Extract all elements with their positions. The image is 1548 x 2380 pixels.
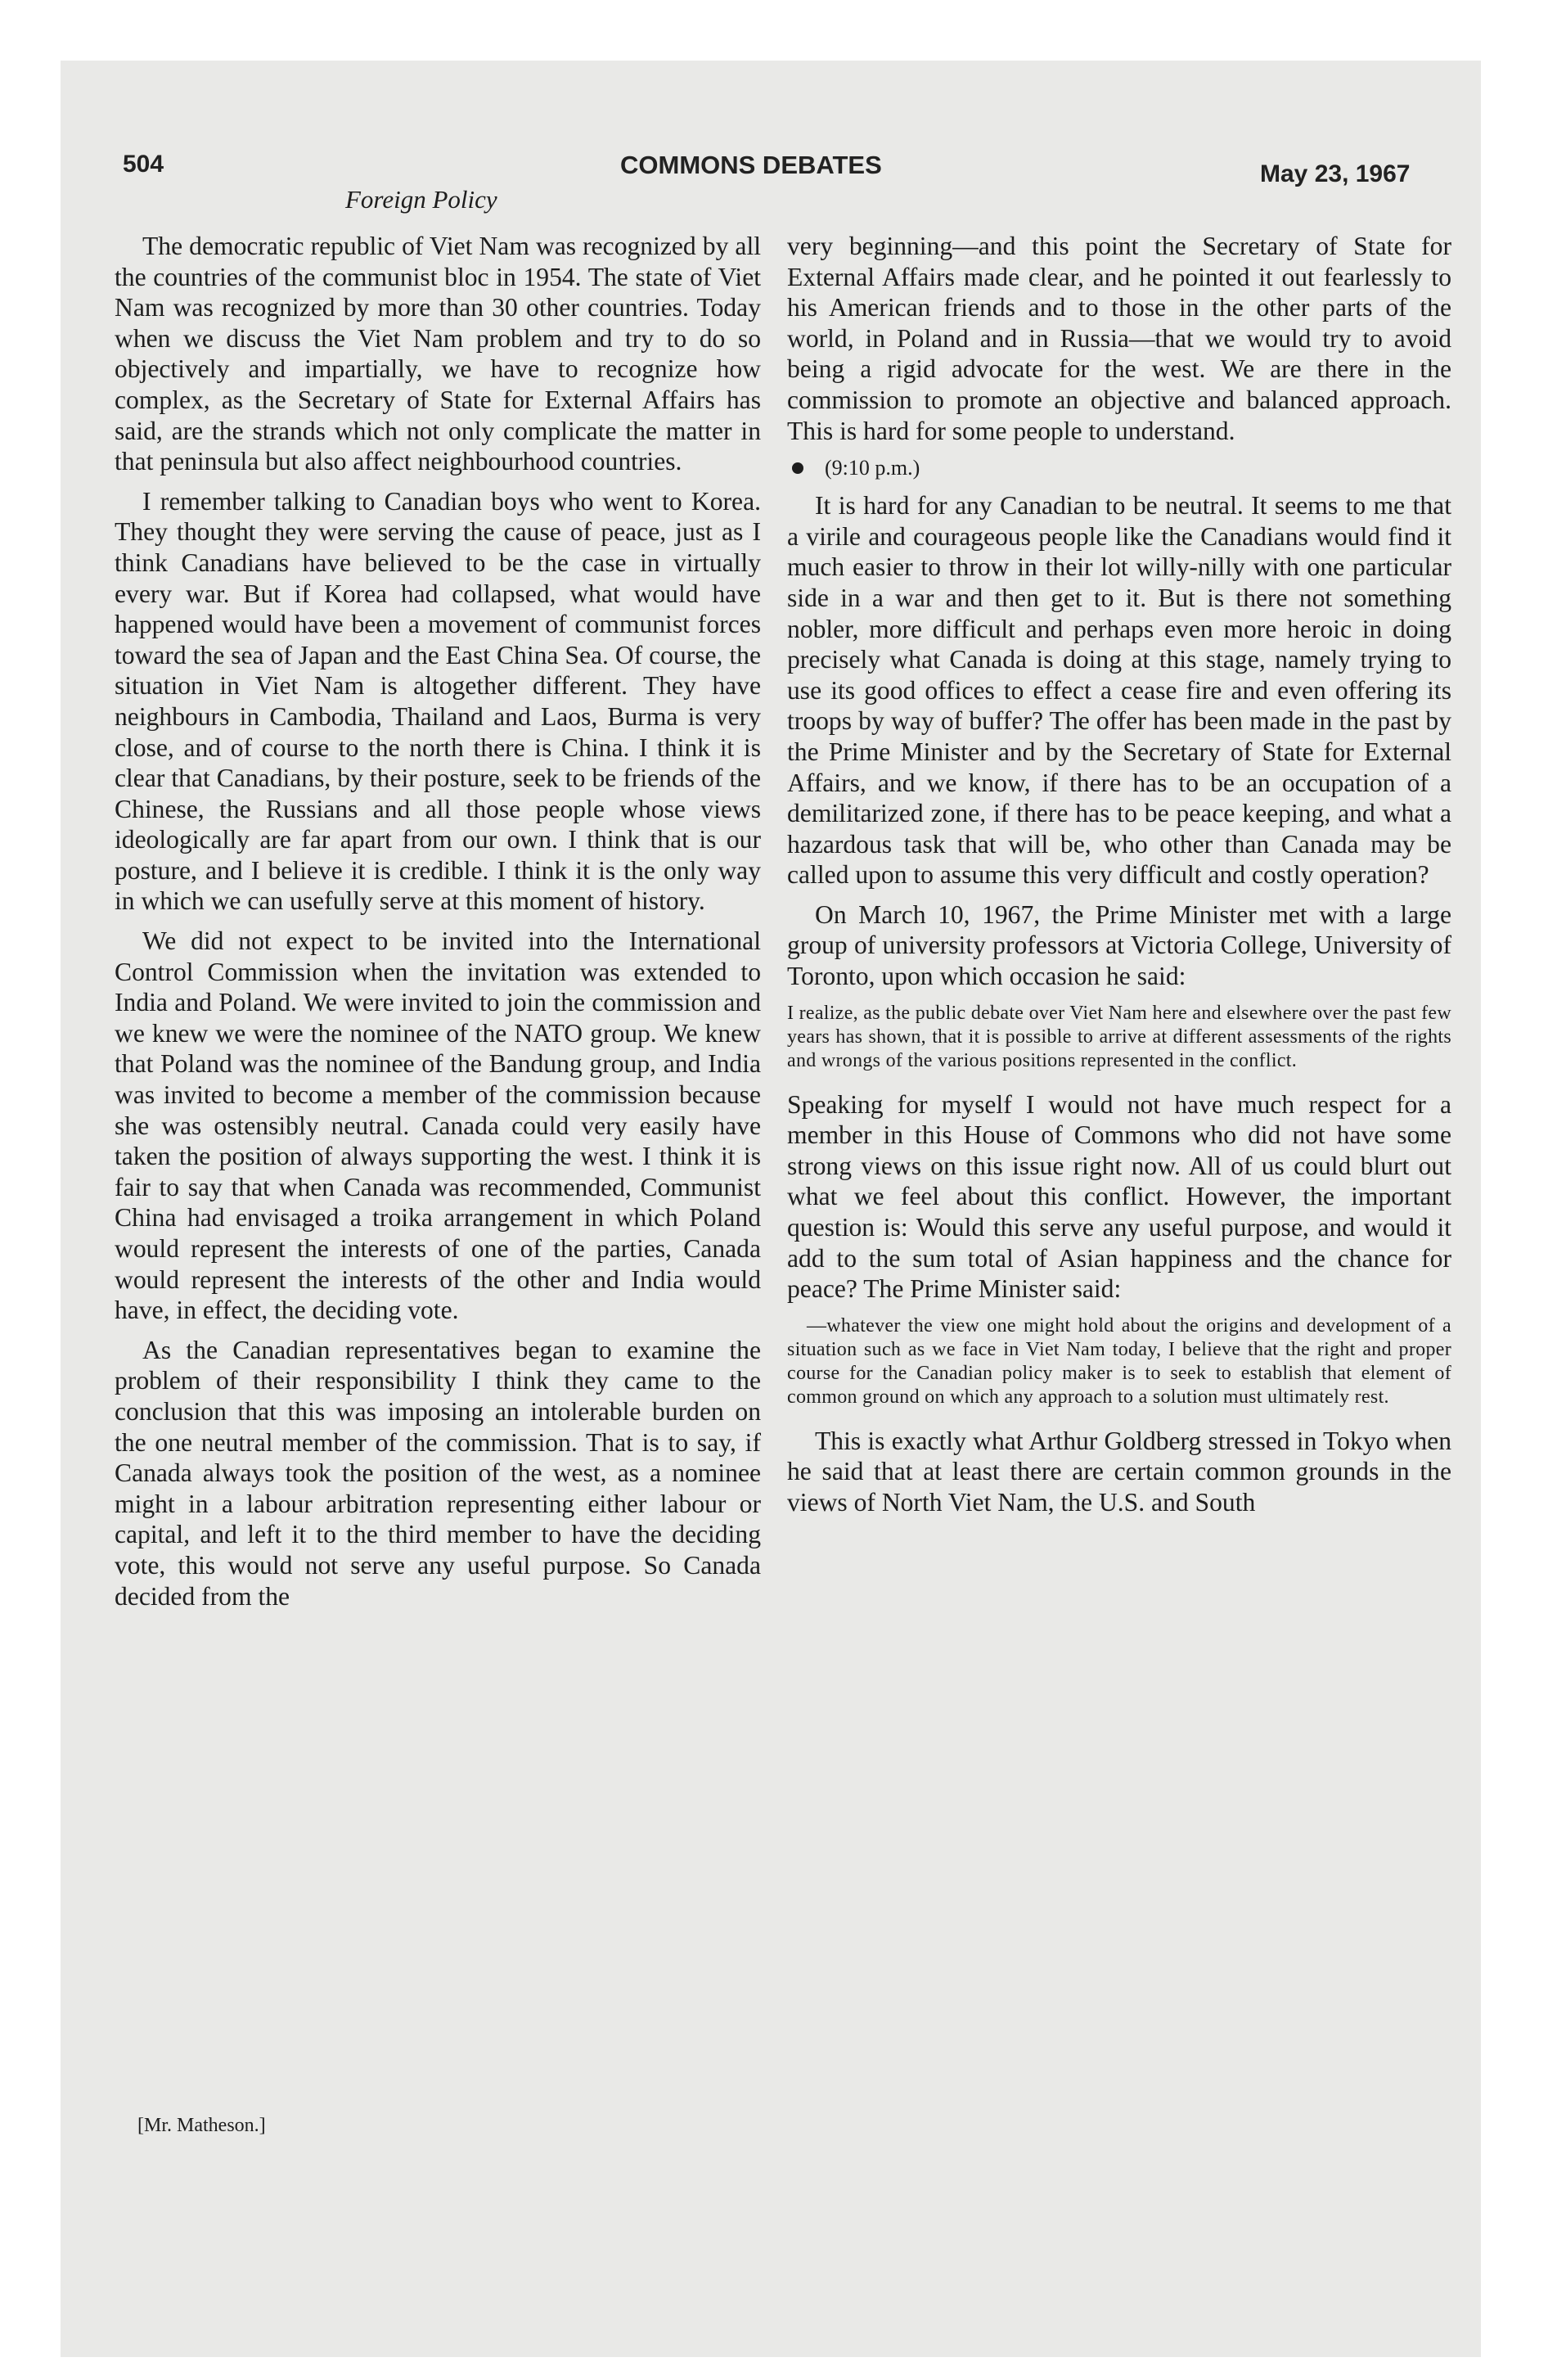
paragraph: It is hard for any Canadian to be neutral. It seems to me that a virile and courageous people like the Canadians would find it much easier to throw in their lot willy-nilly with one particular side in a war and then get to it. But is there not something nobler, more difficult and perhaps even more heroic in doing precisely what Canada is doing at this stage, namely trying to use its good offices to effect a cease fire and even offering its troops by way of buffer? The offer has been made in the past by the Prime Minister and by the Secretary of State for External Affairs, and we know, if there has to be an occupation of a demilitarized zone, if there has to be peace keeping, and what a hazardous task that will be, who other than Canada may be called upon to assume this very difficult and costly operation? bbox=[787, 491, 1451, 890]
block-quote: —whatever the view one might hold about the origins and development of a situation such as we face in Viet Nam today, I believe that the right and proper course for the Canadian policy maker is to seek to establish that element of common ground on which any approach to a solution must ultimately rest. bbox=[787, 1314, 1451, 1408]
page-date: May 23, 1967 bbox=[1260, 160, 1411, 187]
timestamp bbox=[787, 456, 1451, 480]
page-title: COMMONS DEBATES bbox=[620, 151, 882, 179]
paragraph: Speaking for myself I would not have much respect for a member in this House of Commons who did not have some strong views on this issue right now. All of us could blurt out what we feel about this conflict. However, the important question is: Would this serve any useful purpose, and would it add to the sum total of Asian happiness and the chance for peace? The Prime Minister said: bbox=[787, 1089, 1451, 1304]
paragraph: I remember talking to Canadian boys who went to Korea. They thought they were serving the cause of peace, just as I think Canadians have believed to be the case in virtually every war. But if Korea had collapsed, what would have happened would have been a movement of communist forces toward the sea of Japan and the East China Sea. Of course, the situation in Viet Nam is altogether different. They have neighbours in Cambodia, Thailand and Laos, Burma is very close, and of course to the north there is China. I think it is clear that Canadians, by their posture, seek to be friends of the Chinese, the Russians and all those people whose views ideologically are far apart from our own. I think that is our posture, and I believe it is credible. I think it is the only way in which we can usefully serve at this moment of history. bbox=[115, 486, 761, 916]
paragraph: very beginning—and this point the Secretary of State for External Affairs made clear, and he pointed it out fearlessly to his American friends and to those in the other parts of the world, in Poland and in Russia—that we would try to avoid being a rigid advocate for the west. We are there in the commission to promote an objective and balanced approach. This is hard for some people to understand. bbox=[787, 232, 1451, 445]
paragraph: On March 10, 1967, the Prime Minister met with a large group of university professors at Victoria College, University of Toronto, upon which occasion he said: bbox=[787, 899, 1451, 991]
block-quote: I realize, as the public debate over Viet Nam here and elsewhere over the past few years has shown, that it is possible to arrive at different assessments of the rights and wrongs of the various positions represented in the conflict. bbox=[787, 1002, 1451, 1071]
paragraph: As the Canadian representatives began to examine the problem of their responsibility I think they came to the conclusion that this was imposing an intolerable burden on the one neutral member of the commission. That is to say, if Canada always took the position of the west, as a nominee might in a labour arbitration representing either labour or capital, and left it to the third member to have the deciding vote, this would not serve any useful purpose. So Canada decided from the bbox=[115, 1335, 761, 1611]
left-column bbox=[115, 231, 761, 1620]
section-heading: Foreign Policy bbox=[345, 185, 497, 214]
speaker-tag: [Mr. Matheson.] bbox=[137, 2115, 266, 2136]
paragraph: We did not expect to be invited into the International Control Commission when the invitation was extended to India and Poland. We were invited to join the commission and we knew we were the nominee of the NATO group. We knew that Poland was the nominee of the Bandung group, and India was invited to become a member of the commission because she was ostensibly neutral. Canada could very easily have taken the position of always supporting the west. I think it is fair to say that when Canada was recommended, Communist China had envisaged a troika arrangement in which Poland would represent the interests of one of the parties, Canada would represent the interests of the other and India would have, in effect, the deciding vote. bbox=[115, 926, 761, 1325]
page-number: 504 bbox=[123, 151, 164, 178]
right-column bbox=[787, 231, 1451, 1527]
timestamp-text: (9:10 p.m.) bbox=[825, 456, 920, 480]
paragraph: This is exactly what Arthur Goldberg stressed in Tokyo when he said that at least there are certain common grounds in the views of North Viet Nam, the U.S. and South bbox=[787, 1426, 1451, 1517]
paragraph: The democratic republic of Viet Nam was recognized by all the countries of the communist bloc in 1954. The state of Viet Nam was recognized by more than 30 other countries. Today when we discuss the Viet Nam problem and try to do so objectively and impartially, we have to recognize how complex, as the Secretary of State for External Affairs has said, are the strands which not only complicate the matter in that peninsula but also affect neighbourhood countries. bbox=[115, 232, 761, 476]
bullet-icon bbox=[792, 462, 803, 474]
